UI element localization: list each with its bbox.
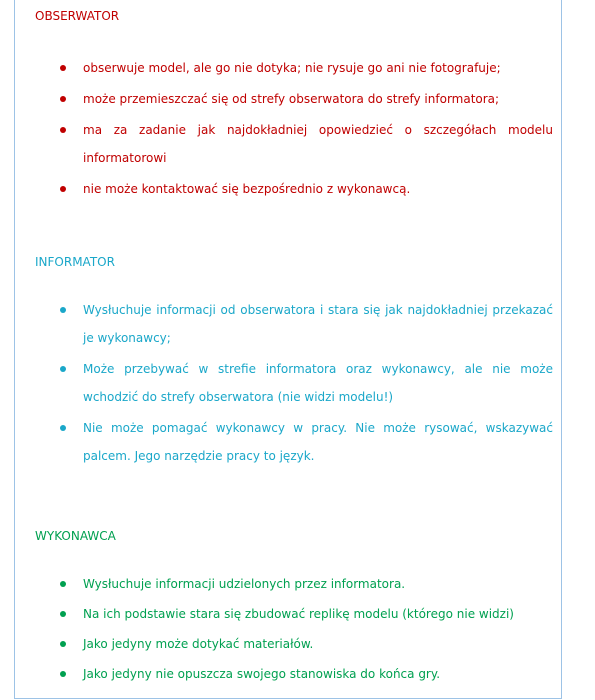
informer-heading: INFORMATOR bbox=[35, 255, 115, 269]
list-item-text: nie może kontaktować się bezpośrednio z wykonawcą. bbox=[83, 182, 411, 196]
observer-section bbox=[35, 8, 553, 203]
bullet-icon bbox=[60, 307, 66, 313]
informer-section bbox=[35, 254, 553, 470]
list-item-text: Jako jedyny może dotykać materiałów. bbox=[83, 637, 314, 651]
bullet-icon bbox=[60, 127, 66, 133]
bullet-icon bbox=[60, 186, 66, 192]
list-item bbox=[35, 296, 553, 352]
list-item-text: może przemieszczać się od strefy obserwatora do strefy informatora; bbox=[83, 92, 500, 106]
observer-heading: OBSERWATOR bbox=[35, 9, 120, 23]
executor-heading: WYKONAWCA bbox=[35, 529, 116, 543]
observer-list bbox=[35, 54, 553, 203]
list-item bbox=[35, 660, 553, 688]
list-item-text: Może przebywać w strefie informatora oraz wykonawcy, ale nie może wchodzić do strefy obserwatora (nie widzi modelu!) bbox=[83, 362, 553, 404]
list-item bbox=[35, 355, 553, 411]
list-item bbox=[35, 414, 553, 470]
list-item bbox=[35, 116, 553, 172]
bullet-icon bbox=[60, 611, 66, 617]
bullet-icon bbox=[60, 425, 66, 431]
list-item-text: Wysłuchuje informacji udzielonych przez informatora. bbox=[83, 577, 406, 591]
bullet-icon bbox=[60, 366, 66, 372]
list-item bbox=[35, 600, 553, 628]
bullet-icon bbox=[60, 581, 66, 587]
list-item bbox=[35, 570, 553, 598]
list-item bbox=[35, 175, 553, 203]
informer-list bbox=[35, 296, 553, 470]
bullet-icon bbox=[60, 96, 66, 102]
list-item-text: Na ich podstawie stara się zbudować replikę modelu (którego nie widzi) bbox=[83, 607, 514, 621]
bullet-icon bbox=[60, 65, 66, 71]
list-item-text: obserwuje model, ale go nie dotyka; nie rysuje go ani nie fotografuje; bbox=[83, 61, 501, 75]
list-item-text: ma za zadanie jak najdokładniej opowiedzieć o szczegółach modelu informatorowi bbox=[83, 123, 553, 165]
executor-section bbox=[35, 528, 553, 688]
list-item bbox=[35, 54, 553, 82]
executor-list bbox=[35, 570, 553, 688]
bullet-icon bbox=[60, 671, 66, 677]
list-item bbox=[35, 85, 553, 113]
list-item bbox=[35, 630, 553, 658]
list-item-text: Wysłuchuje informacji od obserwatora i stara się jak najdokładniej przekazać je wykonawcy; bbox=[83, 303, 553, 345]
list-item-text: Jako jedyny nie opuszcza swojego stanowiska do końca gry. bbox=[83, 667, 441, 681]
bullet-icon bbox=[60, 641, 66, 647]
list-item-text: Nie może pomagać wykonawcy w pracy. Nie może rysować, wskazywać palcem. Jego narzędzie pracy to język. bbox=[83, 421, 553, 463]
